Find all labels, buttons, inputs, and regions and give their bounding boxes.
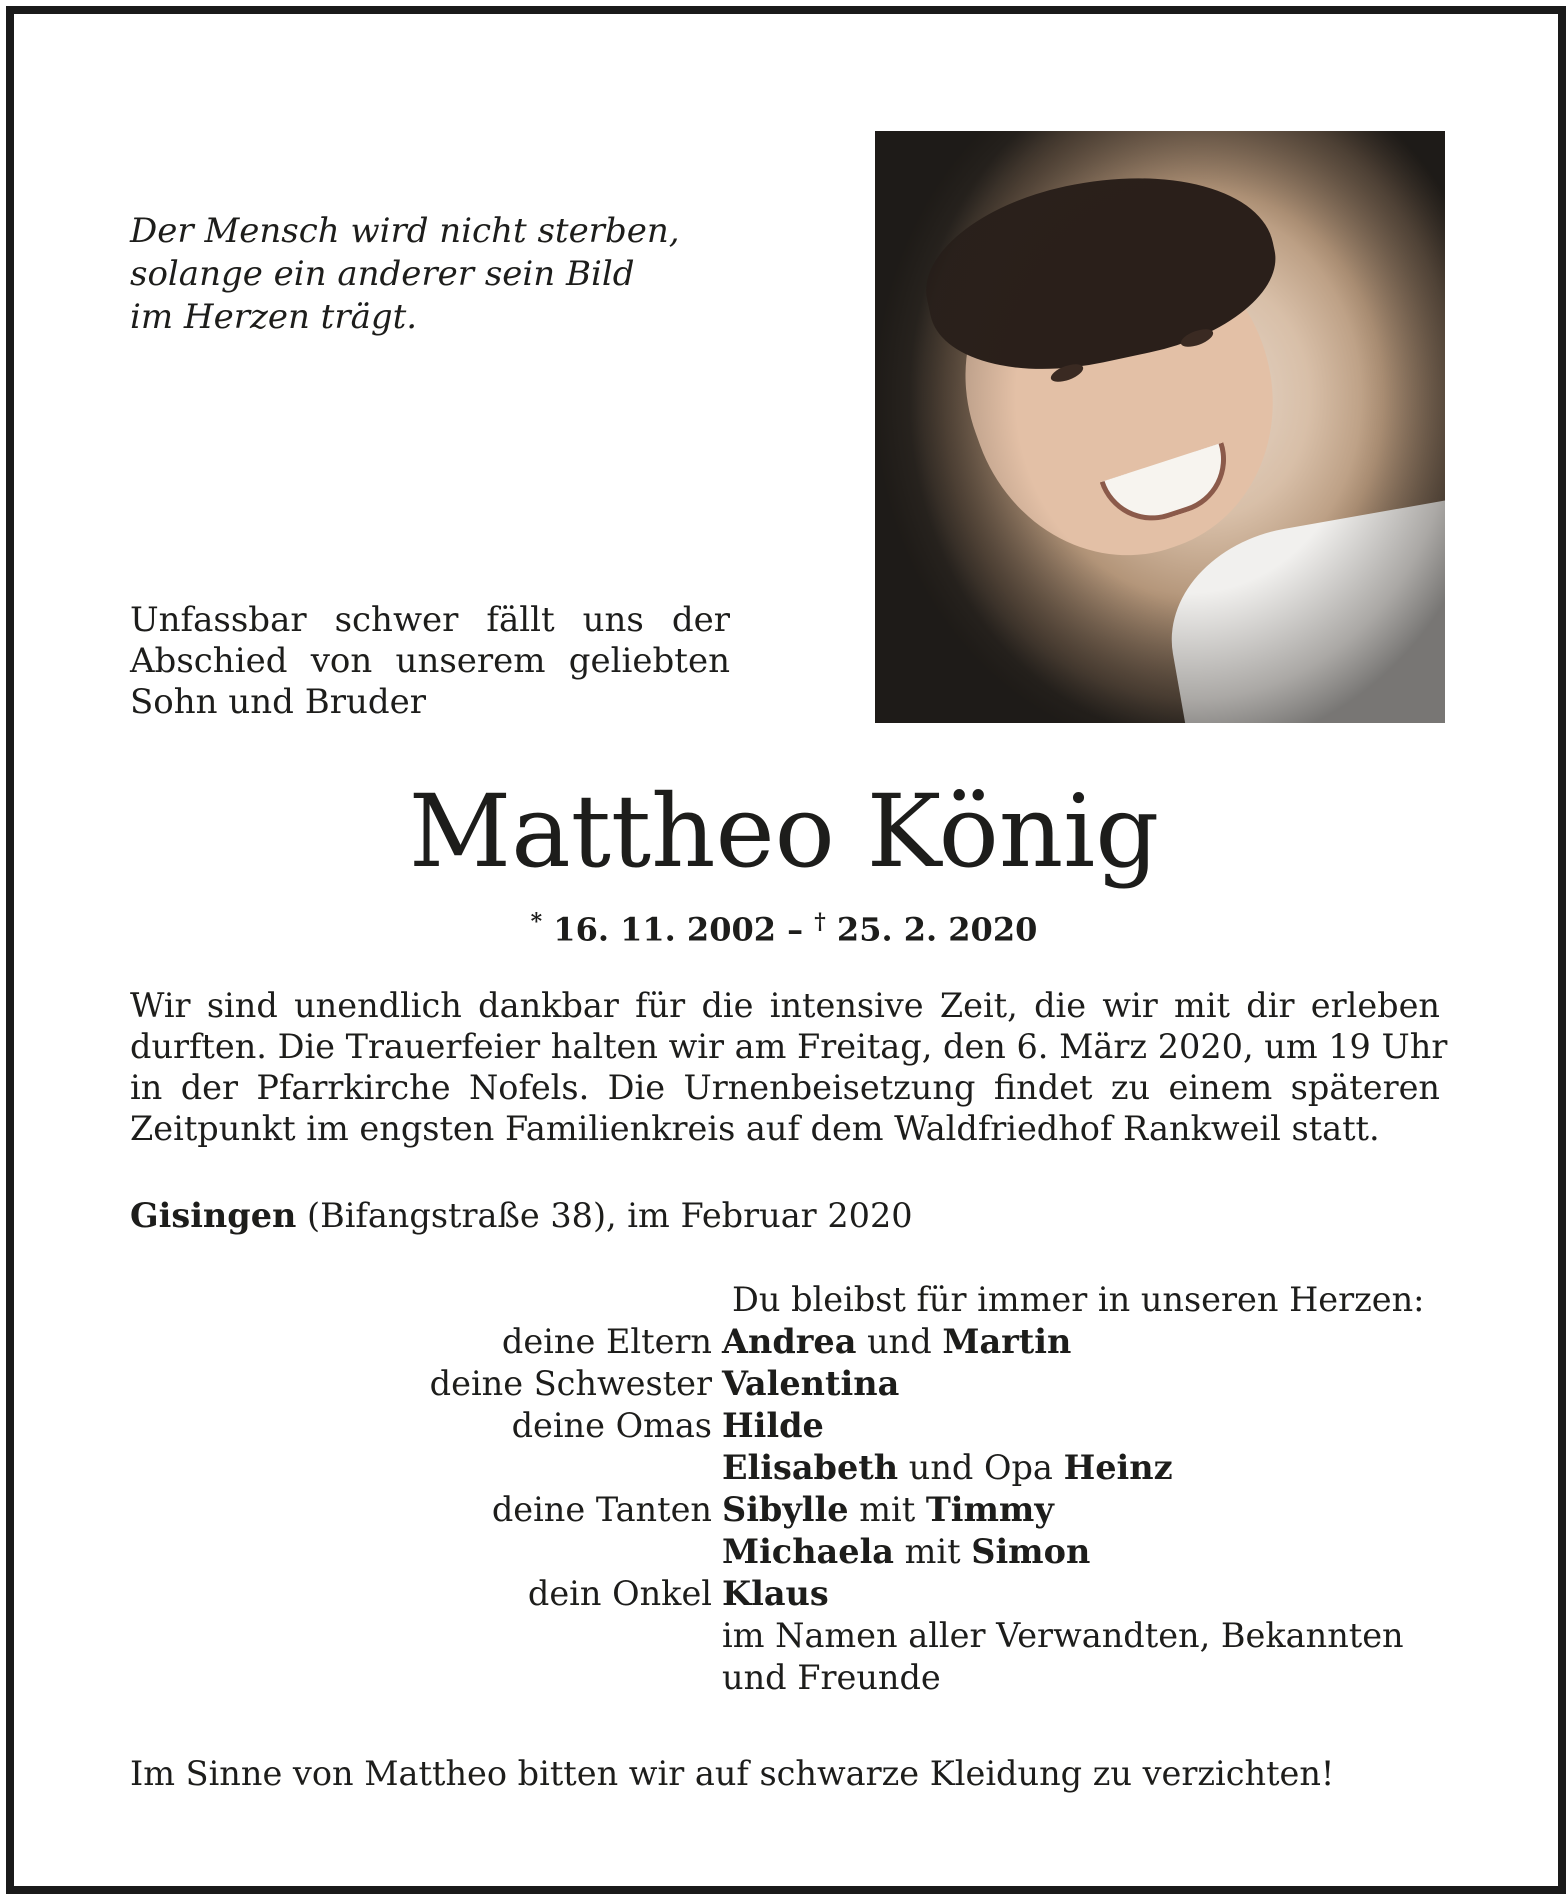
birth-symbol: * — [530, 909, 543, 935]
mourner-row — [300, 1321, 1500, 1363]
portrait-vignette — [875, 131, 1445, 723]
mourner-relation — [300, 1615, 722, 1657]
mourner-name: Heinz — [1063, 1448, 1173, 1487]
mourner-name: Klaus — [722, 1574, 829, 1613]
mourner-connector: mit — [848, 1490, 926, 1529]
date-separator: – — [787, 910, 804, 949]
mourner-row — [300, 1573, 1500, 1615]
place-town: Gisingen — [130, 1196, 297, 1235]
mourner-name: Simon — [971, 1532, 1091, 1571]
mourner-relation: deine Schwester — [429, 1364, 712, 1403]
mourner-name: Sibylle — [722, 1490, 849, 1529]
mourner-name: Andrea — [722, 1322, 857, 1361]
death-symbol: † — [814, 909, 826, 935]
mourner-row — [300, 1447, 1500, 1489]
portrait-photo — [875, 131, 1445, 723]
life-dates — [0, 902, 1568, 950]
mourner-connector: im Namen aller Verwandten, Bekannten — [722, 1616, 1404, 1655]
mourner-names — [722, 1321, 1500, 1363]
motto-quote — [130, 210, 690, 339]
deceased-name: Mattheo König — [408, 773, 1160, 890]
mourner-connector: und — [856, 1322, 943, 1361]
mourner-names — [722, 1447, 1500, 1489]
message-text — [130, 985, 1448, 1149]
intro-line: Abschied von unserem geliebten — [130, 641, 730, 681]
mourner-row — [300, 1657, 1500, 1699]
motto-line: Der Mensch wird nicht sterben, — [130, 211, 680, 251]
intro-line: Unfassbar schwer fällt uns der — [130, 600, 730, 640]
mourner-connector: mit — [894, 1532, 972, 1571]
mourner-row — [300, 1363, 1500, 1405]
motto-line: im Herzen trägt. — [130, 297, 418, 337]
mourner-names — [722, 1363, 1500, 1405]
message-line: in der Pfarrkirche Nofels. Die Urnenbeisetzung findet zu einem späteren — [130, 1068, 1440, 1107]
birth-date: 16. 11. 2002 — [553, 910, 776, 949]
mourner-row — [300, 1531, 1500, 1573]
message-line: durften. Die Trauerfeier halten wir am Freitag, den 6. März 2020, um 19 Uhr — [130, 1027, 1448, 1066]
mourner-relation — [300, 1657, 722, 1699]
mourner-relation: deine Tanten — [491, 1490, 712, 1529]
intro-text — [130, 600, 730, 723]
mourner-name: Hilde — [722, 1406, 824, 1445]
place-and-date — [130, 1195, 913, 1236]
death-date: 25. 2. 2020 — [836, 910, 1038, 949]
motto-line: solange ein anderer sein Bild — [130, 254, 635, 294]
mourner-relation — [300, 1447, 722, 1489]
mourner-connector: und Opa — [898, 1448, 1064, 1487]
mourner-relation — [300, 1531, 722, 1573]
mourner-connector: und Freunde — [722, 1658, 941, 1697]
mourner-name: Martin — [942, 1322, 1072, 1361]
mourner-names — [722, 1531, 1500, 1573]
mourner-names — [722, 1405, 1500, 1447]
mourner-name: Michaela — [722, 1532, 895, 1571]
message-line: Wir sind unendlich dankbar für die intensive Zeit, die wir mit dir erleben — [130, 986, 1440, 1025]
mourner-name: Valentina — [722, 1364, 900, 1403]
closing-note: Im Sinne von Mattheo bitten wir auf schwarze Kleidung zu verzichten! — [130, 1754, 1335, 1793]
mourner-names — [722, 1489, 1500, 1531]
mourners-list — [300, 1321, 1500, 1699]
message-line: Zeitpunkt im engsten Familienkreis auf dem Waldfriedhof Rankweil statt. — [130, 1109, 1380, 1148]
mourner-row — [300, 1615, 1500, 1657]
mourner-name: Timmy — [925, 1490, 1054, 1529]
mourner-names — [722, 1573, 1500, 1615]
mourner-names — [722, 1657, 1500, 1699]
mourner-relation: deine Eltern — [501, 1322, 712, 1361]
intro-line: Sohn und Bruder — [130, 682, 427, 722]
mourner-relation: deine Omas — [511, 1406, 712, 1445]
heart-line: Du bleibst für immer in unseren Herzen: — [732, 1280, 1425, 1319]
mourner-name: Elisabeth — [722, 1448, 899, 1487]
mourner-names — [722, 1615, 1500, 1657]
mourner-row — [300, 1489, 1500, 1531]
mourner-row — [300, 1405, 1500, 1447]
mourner-relation: dein Onkel — [527, 1574, 712, 1613]
place-rest: (Bifangstraße 38), im Februar 2020 — [307, 1196, 913, 1235]
